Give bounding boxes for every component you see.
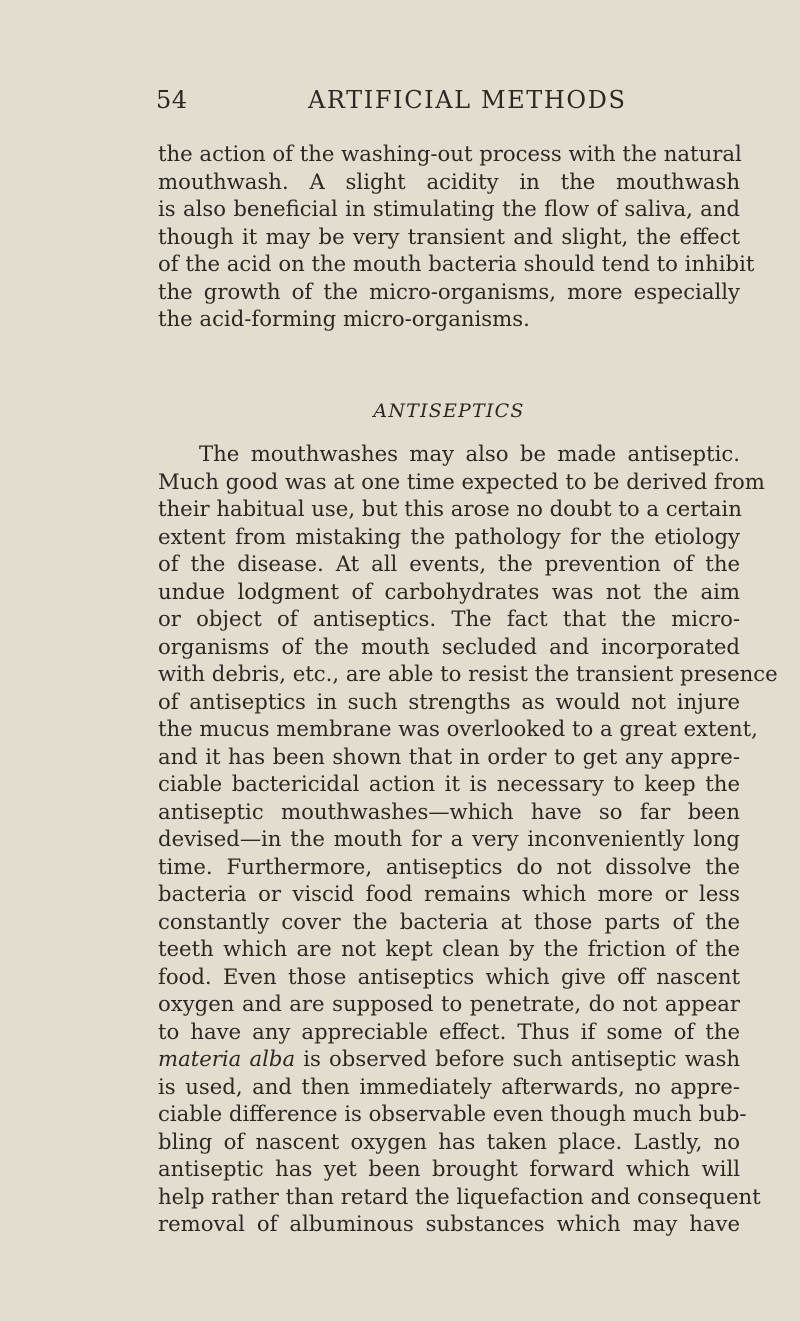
- text-line-with-italic: [158, 1045, 740, 1073]
- text-line: undue lodgment of carbohydrates was not the aim: [158, 578, 740, 604]
- text-line: bacteria or viscid food remains which more or less: [158, 881, 740, 906]
- text-line: The mouthwashes may also be made antiseptic.: [199, 441, 740, 466]
- text-line: food. Even those antiseptics which give off nascent: [158, 963, 740, 989]
- text-line: or object of antiseptics. The fact that the micro-: [158, 606, 740, 631]
- text-line: is also beneficial in stimulating the flow of saliva, and: [158, 196, 740, 221]
- text-line: devised—in the mouth for a very inconveniently long: [158, 826, 740, 851]
- text-line: ciable bactericidal action it is necessary to keep the: [158, 771, 740, 796]
- text-line: extent from mistaking the pathology for the etiology: [158, 523, 740, 549]
- text-line: of the acid on the mouth bacteria should tend to inhibit: [158, 251, 755, 276]
- text-line: of antiseptics in such strengths as would not injure: [158, 688, 740, 714]
- text-line: antiseptic has yet been brought forward which will: [158, 1156, 740, 1181]
- paragraph-1: [158, 140, 755, 333]
- section-heading: ANTISEPTICS: [373, 400, 525, 422]
- text-line-rest: is observed before such antiseptic wash: [295, 1046, 740, 1071]
- text-line: and it has been shown that in order to get any appre-: [158, 743, 740, 769]
- text-line: removal of albuminous substances which may have: [158, 1211, 740, 1236]
- text-line: organisms of the mouth secluded and incorporated: [158, 633, 740, 659]
- text-line: is used, and then immediately afterwards, no appre-: [158, 1073, 740, 1099]
- text-line: the acid-forming micro-organisms.: [158, 306, 530, 331]
- running-title: ARTIFICIAL METHODS: [308, 86, 627, 114]
- text-line: teeth which are not kept clean by the friction of the: [158, 936, 740, 961]
- text-line: with debris, etc., are able to resist the transient presence: [158, 661, 778, 686]
- running-head: [158, 86, 740, 126]
- text-line: constantly cover the bacteria at those parts of the: [158, 908, 740, 934]
- paragraph-2: [158, 440, 778, 1238]
- text-line: help rather than retard the liquefaction and consequent: [158, 1183, 761, 1209]
- text-line: the growth of the micro-organisms, more especially: [158, 278, 740, 304]
- text-line: bling of nascent oxygen has taken place. Lastly, no: [158, 1128, 740, 1154]
- text-line: Much good was at one time expected to be derived from: [158, 468, 765, 494]
- italic-term: materia alba: [158, 1046, 296, 1071]
- text-line: their habitual use, but this arose no doubt to a certain: [158, 496, 742, 521]
- text-line: of the disease. At all events, the prevention of the: [158, 551, 740, 576]
- text-line: time. Furthermore, antiseptics do not dissolve the: [158, 853, 740, 879]
- text-line: ciable difference is observable even though much bub-: [158, 1101, 747, 1126]
- text-line: to have any appreciable effect. Thus if some of the: [158, 1018, 740, 1044]
- text-line: antiseptic mouthwashes—which have so far been: [158, 798, 740, 824]
- text-line: oxygen and are supposed to penetrate, do not appear: [158, 991, 740, 1016]
- text-line: though it may be very transient and slight, the effect: [158, 223, 740, 249]
- text-line: the action of the washing-out process with the natural: [158, 141, 742, 166]
- text-line: mouthwash. A slight acidity in the mouthwash: [158, 168, 740, 194]
- page-number: 54: [156, 86, 188, 114]
- text-line: the mucus membrane was overlooked to a great extent,: [158, 716, 758, 741]
